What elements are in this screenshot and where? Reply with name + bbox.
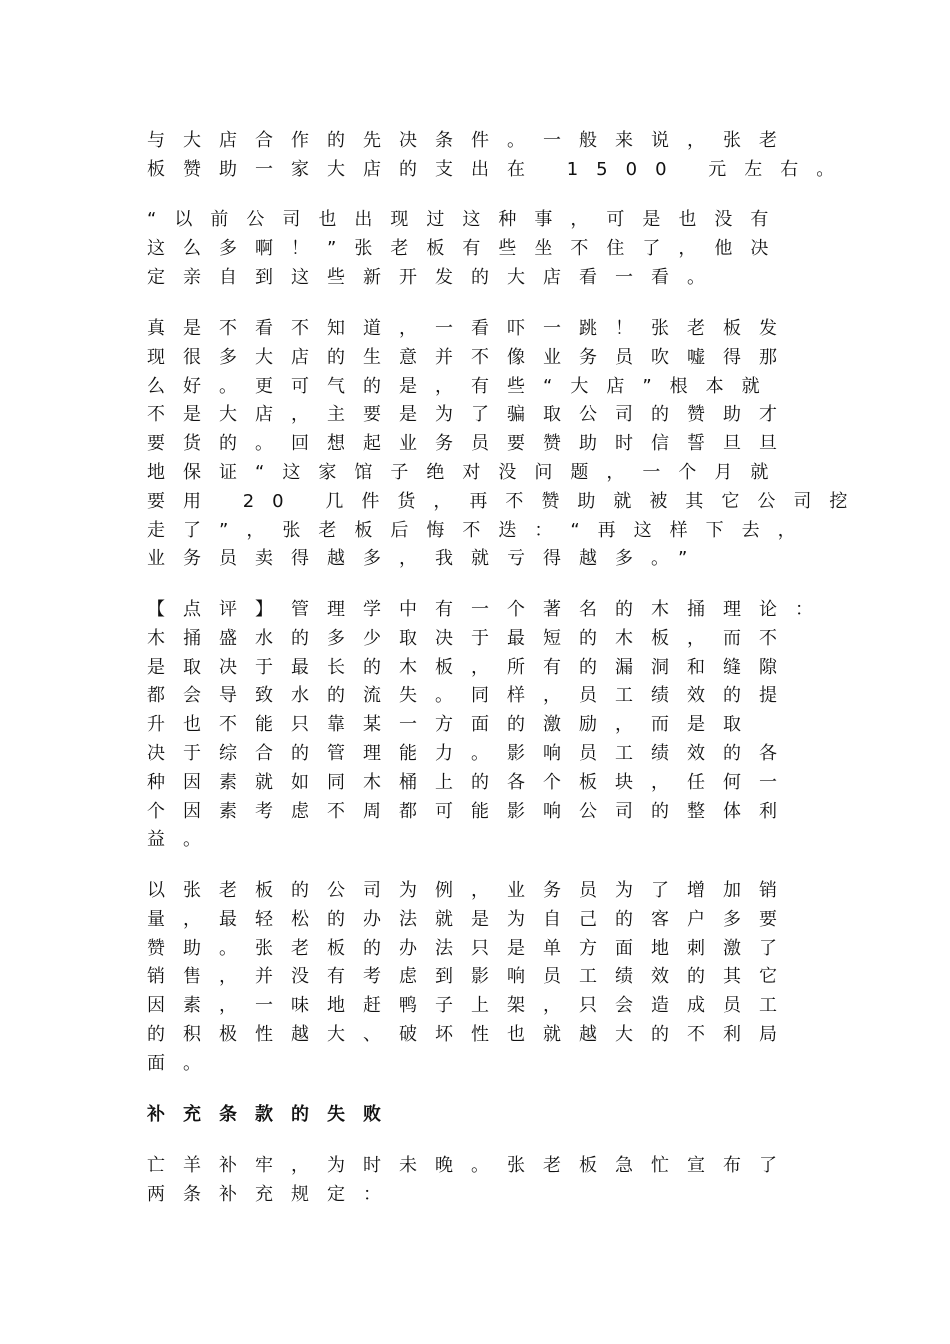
heading-text: 补充条款的失败 — [147, 1104, 399, 1125]
text-line: 真是不看不知道，一看吓一跳！张老板发 — [147, 318, 795, 339]
text-line: 要用 20 几件货，再不赞助就被其它公司挖 — [147, 490, 866, 512]
text-line: 个因素考虑不周都可能影响公司的整体利 — [147, 800, 795, 822]
text-line: 定亲自到这些新开发的大店看一看。 — [147, 266, 723, 288]
text-line: 决于综合的管理能力。影响员工绩效的各 — [147, 742, 795, 764]
paragraph-discovery — [147, 315, 865, 574]
text-line: 种因素就如同木桶上的各个板块，任何一 — [147, 771, 795, 793]
text-line: 板赞助一家大店的支出在 1500 元左右。 — [147, 158, 853, 180]
text-line: 赞助。张老板的办法只是单方面地刺激了 — [147, 937, 795, 959]
text-line: 都会导致水的流失。同样，员工绩效的提 — [147, 685, 795, 707]
section-heading — [147, 1101, 399, 1130]
paragraph-example — [147, 877, 795, 1079]
paragraph-boss-quote — [147, 206, 786, 292]
text-line: 升也不能只靠某一方面的激励，而是取 — [147, 714, 759, 736]
text-line: 益。 — [147, 829, 219, 851]
text-line: 面。 — [147, 1052, 219, 1074]
paragraph-supplement — [147, 1152, 795, 1210]
text-line: 现很多大店的生意并不像业务员吹嘘得那 — [147, 346, 795, 368]
text-line: 是取决于最长的木板，所有的漏洞和缝隙 — [147, 656, 795, 678]
text-line: 这么多啊！”张老板有些坐不住了，他决 — [147, 237, 787, 259]
text-line: 走了”，张老板后悔不迭：“再这样下去， — [147, 519, 814, 541]
text-line: 地保证“这家馆子绝对没问题，一个月就 — [147, 461, 787, 483]
text-line: 么好。更可气的是，有些“大店”根本就 — [147, 375, 778, 397]
text-line: 的积极性越大、破坏性也就越大的不利局 — [147, 1023, 795, 1045]
text-line: 不是大店，主要是为了骗取公司的赞助才 — [147, 404, 795, 426]
text-line: 业务员卖得越多，我就亏得越多。” — [147, 548, 706, 570]
text-line: 销售，并没有考虑到影响员工绩效的其它 — [147, 966, 795, 988]
text-line: 量，最轻松的办法就是为自己的客户多要 — [147, 908, 795, 930]
text-line: 亡羊补牢，为时未晚。张老板急忙宣布了 — [147, 1155, 795, 1176]
text-line: “以前公司也出现过这种事，可是也没有 — [147, 209, 787, 230]
text-line: 木捅盛水的多少取决于最短的木板，而不 — [147, 627, 795, 649]
text-line: 因素，一味地赶鸭子上架，只会造成员工 — [147, 995, 795, 1017]
text-line: 要货的。回想起业务员要赞助时信誓旦旦 — [147, 433, 795, 455]
text-line: 【点评】管理学中有一个著名的木捅理论： — [147, 599, 831, 620]
text-line: 与大店合作的先决条件。一般来说，张老 — [147, 130, 795, 151]
text-line: 两条补充规定： — [147, 1183, 399, 1205]
paragraph-sponsorship-cost — [147, 127, 852, 185]
paragraph-commentary — [147, 596, 831, 855]
text-line: 以张老板的公司为例，业务员为了增加销 — [147, 880, 795, 901]
